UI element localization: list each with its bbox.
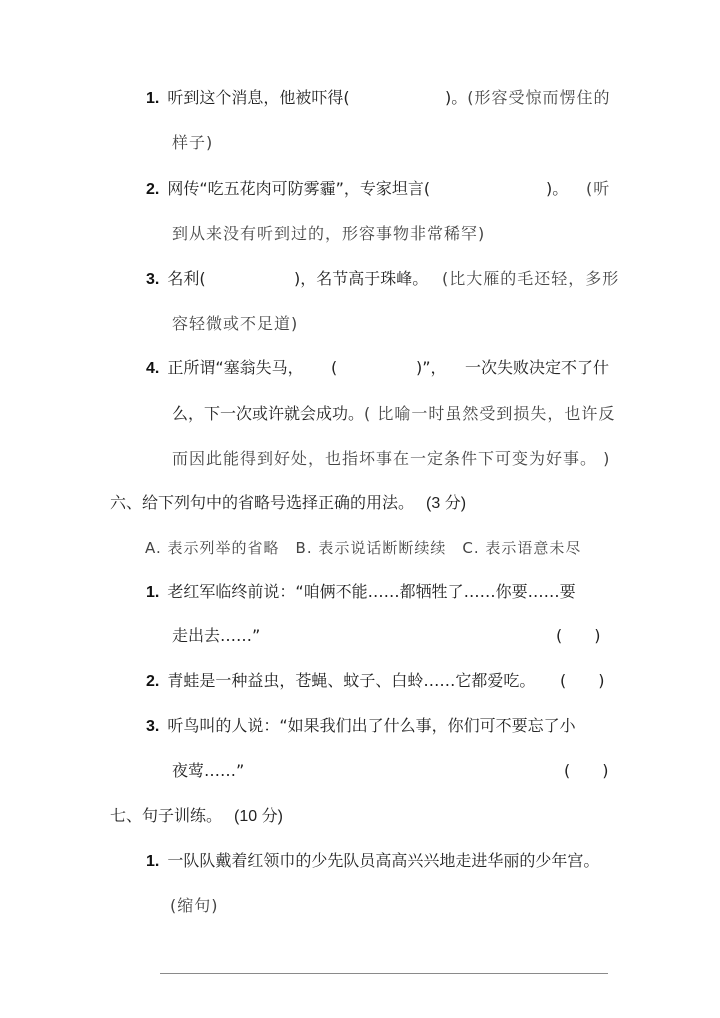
- hint-text: (听: [586, 179, 611, 198]
- question-text-after: )。: [546, 179, 569, 198]
- answer-paren: ( ): [556, 626, 601, 645]
- question-6-1: [146, 582, 576, 603]
- question-5-2: [146, 179, 430, 200]
- section-6-options: A. 表示列举的省略 B. 表示说话断断续续 C. 表示语意未尽: [145, 539, 582, 557]
- question-number: 3.: [146, 271, 160, 288]
- question-text: 名利(: [167, 269, 206, 288]
- hint-continuation: 而因此能得到好处，也指坏事在一定条件下可变为好事。 ): [172, 449, 611, 468]
- question-5-3-after: [294, 269, 428, 289]
- hint-text: (形容受惊而愣住的: [467, 88, 611, 107]
- hint-continuation: 样子): [172, 133, 214, 152]
- question-7-1-instruction: (缩句): [170, 896, 219, 915]
- question-5-3: [146, 269, 206, 290]
- question-text: 青蛙是一种益虫，苍蝇、蚊子、白蛉……它都爱吃。: [167, 671, 536, 690]
- question-6-3: [146, 716, 576, 737]
- question-number: 1.: [146, 853, 160, 870]
- answer-paren: ( ): [560, 671, 605, 690]
- section-score: (3 分): [426, 495, 467, 512]
- question-text-after: )，名节高于珠峰。: [294, 269, 429, 288]
- question-number: 2.: [146, 181, 160, 198]
- question-number: 1.: [146, 584, 160, 601]
- question-5-2-after: [546, 179, 568, 199]
- question-text-tail: 一次失败决定不了什: [465, 358, 610, 377]
- question-7-1: [146, 851, 599, 872]
- question-5-4: [146, 358, 304, 379]
- section-7-heading: [110, 806, 283, 827]
- question-number: 3.: [146, 718, 160, 735]
- question-number: 4.: [146, 360, 160, 377]
- question-6-3-line2: 夜莺……”: [172, 761, 245, 780]
- question-text: 么，下一次或许就会成功。: [172, 404, 365, 423]
- question-text: 一队队戴着红领巾的少先队员高高兴兴地走进华丽的少年宫。: [167, 851, 600, 870]
- question-text-after: )。: [445, 88, 468, 107]
- question-5-4-line2: [172, 404, 615, 424]
- question-5-1-after: [445, 88, 611, 108]
- question-text: 老红军临终前说：“咱俩不能……都牺牲了……你要……要: [167, 582, 576, 601]
- question-6-2: [146, 671, 535, 692]
- answer-paren: ( ): [564, 761, 609, 780]
- question-text: 听鸟叫的人说：“如果我们出了什么事，你们可不要忘了小: [167, 716, 576, 735]
- hint-continuation: 到从来没有听到过的，形容事物非常稀罕): [172, 224, 486, 243]
- section-title: 七、句子训练。: [110, 806, 223, 825]
- question-6-1-line2: 走出去……”: [172, 626, 261, 645]
- question-text-after: )”，: [416, 358, 447, 377]
- hint-continuation: 容轻微或不足道): [172, 314, 299, 333]
- question-text: 网传“吃五花肉可防雾霾”，专家坦言(: [167, 179, 431, 198]
- question-5-1: [146, 88, 350, 109]
- question-text: 听到这个消息，他被吓得(: [167, 88, 350, 107]
- question-text: 正所谓“塞翁失马，: [167, 358, 304, 377]
- section-score: (10 分): [234, 808, 283, 825]
- section-title: 六、给下列句中的省略号选择正确的用法。: [110, 493, 415, 512]
- hint-text: ( 比喻一时虽然受到损失，也许反: [364, 404, 616, 423]
- hint-text: (比大雁的毛还轻，多形: [442, 269, 620, 288]
- question-number: 2.: [146, 673, 160, 690]
- question-number: 1.: [146, 90, 160, 107]
- section-6-heading: [110, 493, 466, 514]
- blank-open-paren: (: [331, 358, 338, 377]
- answer-line[interactable]: [160, 973, 608, 974]
